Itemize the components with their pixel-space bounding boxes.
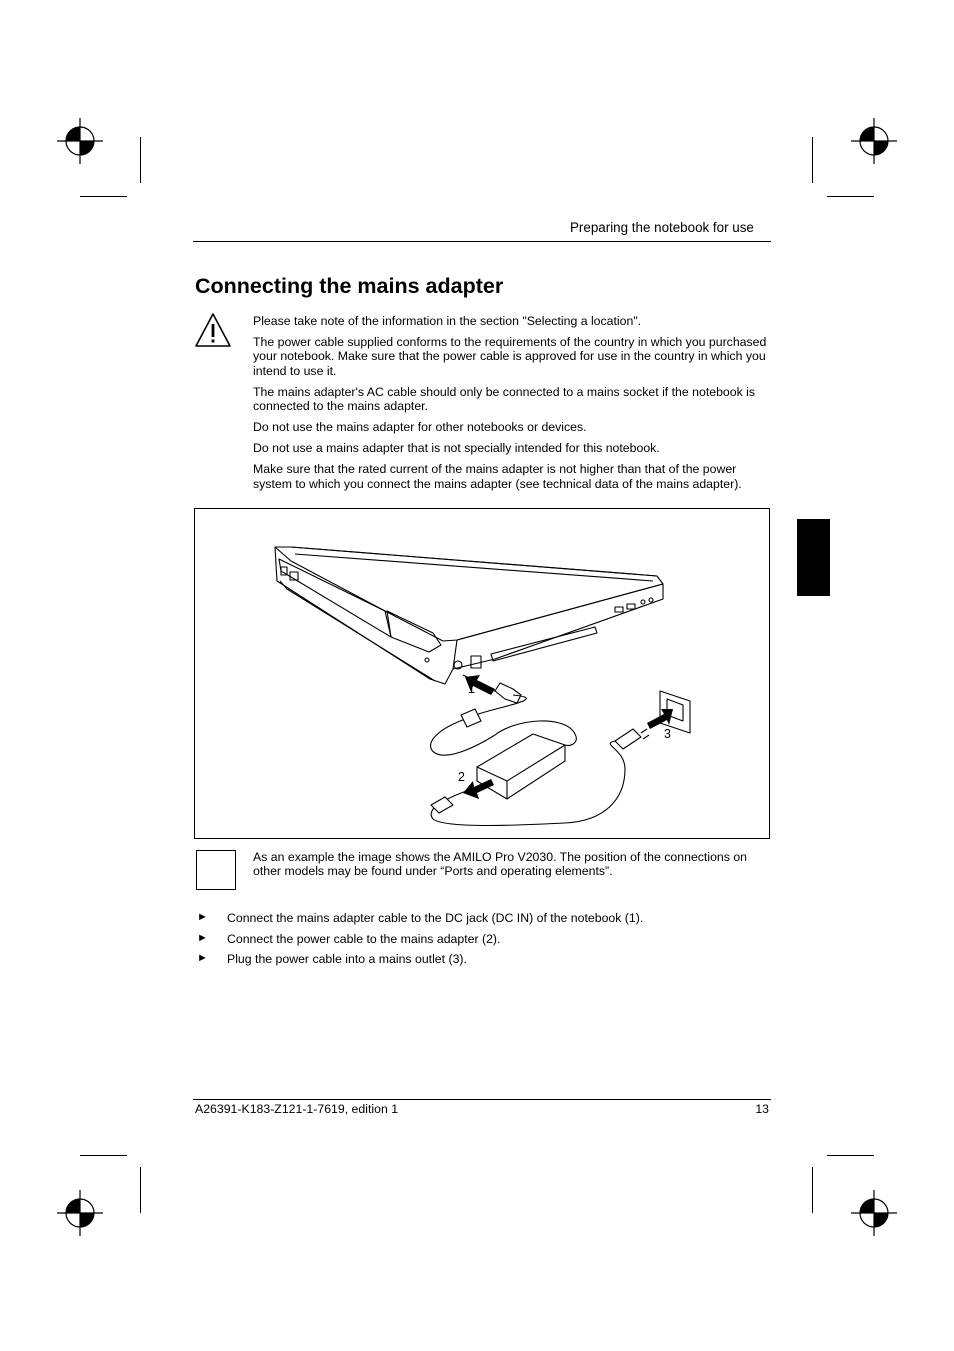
crop-mark-top-right-horizontal [827, 196, 874, 197]
section-title: Connecting the mains adapter [195, 274, 504, 298]
callout-2: 2 [458, 770, 465, 784]
crop-mark-bottom-left-vertical [140, 1167, 141, 1213]
crop-mark-top-left-vertical [140, 137, 141, 183]
list-item [197, 952, 767, 973]
step-text: Connect the power cable to the mains adapter (2). [227, 931, 501, 946]
registration-mark-icon [57, 118, 103, 164]
step-text: Connect the mains adapter cable to the DC jack (DC IN) of the notebook (1). [227, 911, 644, 925]
running-header: Preparing the notebook for use [570, 220, 754, 235]
warning-paragraph: Make sure that the rated current of the mains adapter is not higher than that of the power system to which you connect the mains adapter (see technical data of the mains adapter). [253, 462, 742, 491]
list-item [197, 911, 767, 932]
thumb-index-tab [797, 519, 830, 596]
instruction-steps [197, 911, 767, 973]
figure-note: As an example the image shows the AMILO Pro V2030. The position of the connections on other models may be found under “Ports and operating elements”. [253, 850, 747, 879]
warning-paragraph: The power cable supplied conforms to the requirements of the country in which you purchased your notebook. Make sure that the power cable is approved for use in the country in which you intend to use it. [253, 335, 767, 378]
crop-mark-top-right-vertical [812, 137, 813, 183]
step-text: Plug the power cable into a mains outlet (3). [227, 952, 467, 966]
dc-plug [495, 683, 521, 703]
warning-paragraph: The mains adapter's AC cable should only be connected to a mains socket if the notebook is connected to the mains adapter. [253, 384, 756, 414]
registration-mark-icon [851, 1190, 897, 1236]
bullet-arrow-icon: ► [197, 931, 208, 944]
warning-paragraph: Do not use the mains adapter for other notebooks or devices. [253, 420, 587, 435]
footer-rule [193, 1099, 771, 1100]
crop-mark-bottom-right-horizontal [827, 1155, 874, 1156]
info-box-icon [196, 850, 236, 890]
document-id: A26391-K183-Z121-1-7619, edition 1 [195, 1102, 399, 1116]
registration-mark-icon [57, 1190, 103, 1236]
page-number: 13 [755, 1102, 769, 1116]
header-rule [193, 241, 771, 242]
bullet-arrow-icon: ► [197, 911, 208, 923]
crop-mark-bottom-left-horizontal [80, 1155, 127, 1156]
mains-plug [615, 729, 641, 749]
bullet-arrow-icon: ► [197, 952, 208, 964]
list-item [197, 932, 767, 953]
warning-notes [253, 314, 773, 498]
warning-paragraph: Please take note of the information in the section "Selecting a location". [253, 314, 642, 328]
warning-triangle-icon [194, 312, 232, 348]
registration-mark-icon [851, 118, 897, 164]
callout-1: 1 [468, 682, 475, 696]
warning-paragraph: Do not use a mains adapter that is not specially intended for this notebook. [253, 441, 660, 456]
adapter-brick [477, 734, 565, 781]
connection-illustration [194, 508, 770, 839]
notebook-adapter-drawing [195, 509, 769, 838]
callout-3: 3 [664, 727, 671, 741]
crop-mark-top-left-horizontal [80, 196, 127, 197]
crop-mark-bottom-right-vertical [812, 1167, 813, 1213]
